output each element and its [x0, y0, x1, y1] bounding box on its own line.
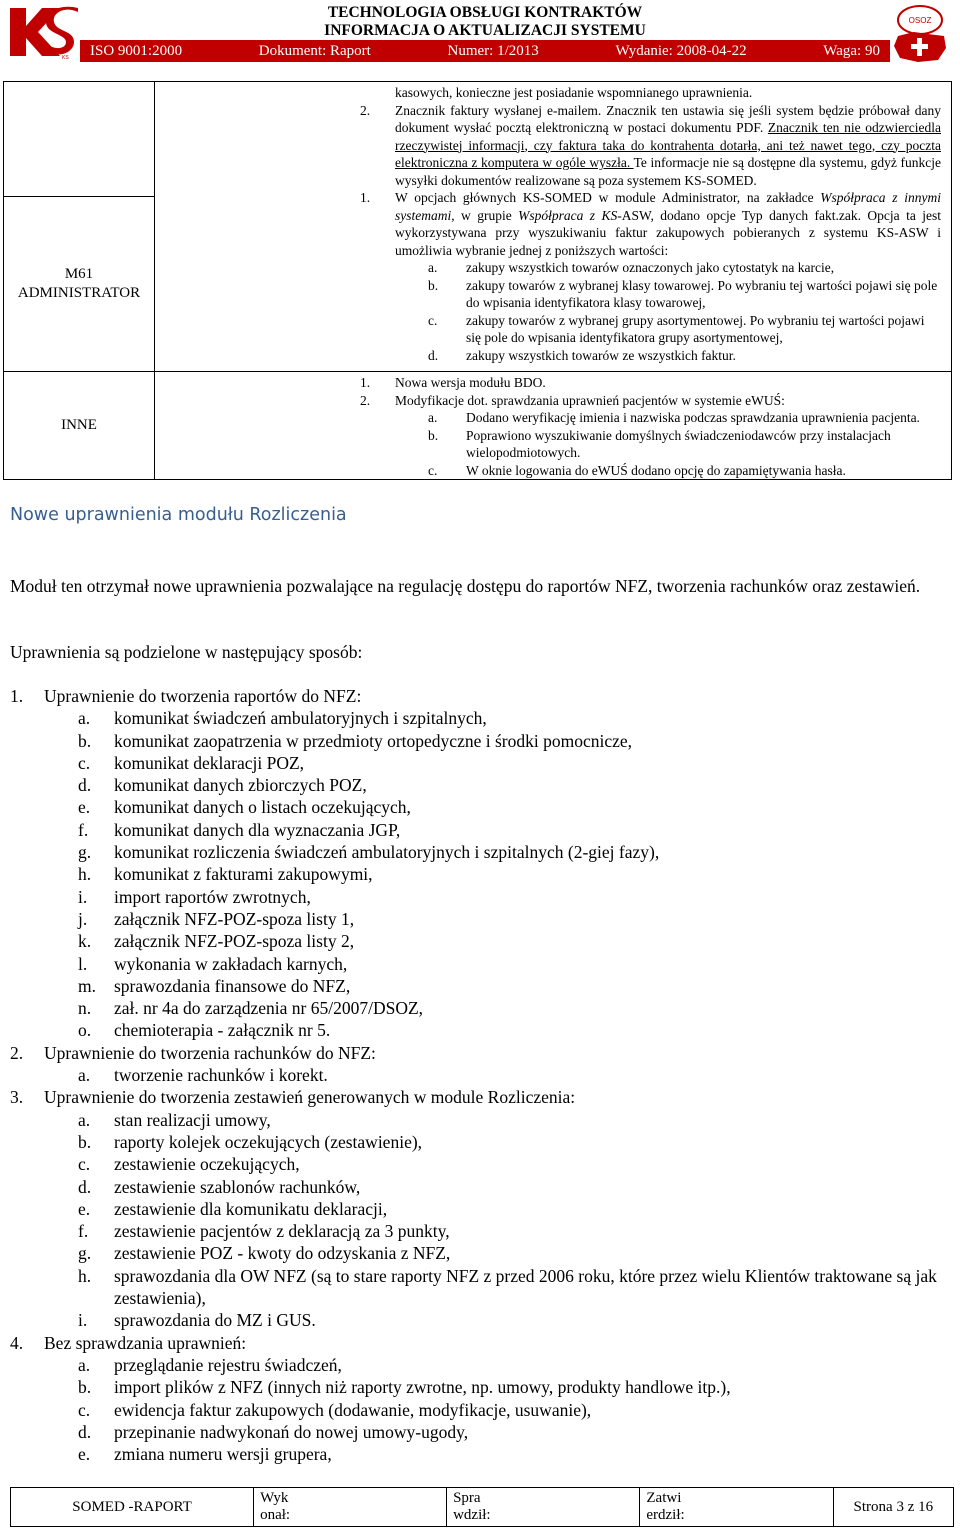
- permission-item: b. komunikat zaopatrzenia w przedmioty ortopedyczne i środki pomocnicze,: [78, 730, 633, 751]
- list-item: 1. W opcjach głównych KS-SOMED w module Administrator, na zakładce Współpraca z innymi systemami, w grupie Współpraca z KS-ASW, dodano opcje Typ danych fakt.zak. Opcja ta jest wykorzystywana przy wyszukiwaniu faktur zakupowych pobieranych z systemu KS-ASW i umożliwia wybranie jednej z poniższych wartości:: [360, 190, 941, 258]
- permission-item: h. sprawozdania dla OW NFZ (są to stare raporty NFZ z przed 2006 roku, które przez wielu Klientów traktowane są jak zestawienia),: [78, 1265, 937, 1309]
- footer-approver: Zatwi erdził:: [640, 1488, 833, 1527]
- permission-item: d. zestawienie szablonów rachunków,: [78, 1176, 361, 1197]
- list-item: 2. Znacznik faktury wysłanej e-mailem. Znacznik ten ustawia się jeśli system będzie próbował dany dokument wysłać pocztą elektroniczną w postaci dokumentu PDF. Znacznik ten nie odzwierciedla rzeczywistej informacji, czy faktura taka do kontrahenta dotarła, ani też nawet tego, czy poczta elektroniczna z komputera w ogóle wyszła. Te informacje nie są dostępne dla systemu, gdyż funkcje wysyłki dokumentów realizowane są poza systemem KS-SOMED.: [360, 102, 941, 188]
- table-cell-content: [155, 372, 952, 480]
- footer-reviewer: Spra wdził:: [447, 1488, 640, 1527]
- permission-item: i. import raportów zwrotnych,: [78, 886, 311, 907]
- permission-item: l. wykonania w zakładach karnych,: [78, 953, 348, 974]
- row-label-code: M61: [64, 266, 94, 282]
- table-cell-empty: [4, 82, 155, 197]
- permission-item: b. import plików z NFZ (innych niż raporty zwrotne, np. umowy, produkty handlowe itp.),: [78, 1377, 731, 1398]
- permission-group: 3. Uprawnienie do tworzenia zestawień generowanych w module Rozliczenia:: [10, 1087, 576, 1108]
- header-subtitle: INFORMACJA O AKTUALIZACJI SYSTEMU: [324, 22, 646, 39]
- osoz-logo: [884, 2, 956, 64]
- table-row: [4, 372, 952, 480]
- permission-item: c. ewidencja faktur zakupowych (dodawanie, modyfikacje, usuwanie),: [78, 1399, 592, 1420]
- sub-list-item: b. Poprawiono wyszukiwanie domyślnych świadczeniodawców przy instalacjach wielopodmiotowych.: [428, 427, 891, 460]
- sub-list-item: a. Dodano weryfikację imienia i nazwiska podczas sprawdzania uprawnienia pacjenta.: [428, 410, 920, 425]
- permission-item: f. komunikat danych dla wyznaczania JGP,: [78, 819, 401, 840]
- permission-group: 1. Uprawnienie do tworzenia raportów do NFZ:: [10, 686, 362, 706]
- permission-item: n. zał. nr 4a do zarządzenia nr 65/2007/DSOZ,: [78, 998, 424, 1019]
- table-cell-label: [4, 197, 155, 372]
- permission-item: a. stan realizacji umowy,: [78, 1109, 271, 1130]
- permission-group: 2. Uprawnienie do tworzenia rachunków do NFZ:: [10, 1042, 376, 1063]
- sub-list-item: c. W oknie logowania do eWUŚ dodano opcję do zapamiętywania hasła.: [428, 462, 846, 478]
- permission-item: e. komunikat danych o listach oczekujących,: [78, 797, 411, 818]
- number-label: Numer: 1/2013: [447, 42, 539, 59]
- permission-item: m. sprawozdania finansowe do NFZ,: [78, 975, 351, 996]
- permission-item: d. przepinanie nadwykonań do nowej umowy-ugody,: [78, 1421, 469, 1442]
- weight-label: Waga: 90: [823, 42, 880, 59]
- section-heading: Nowe uprawnienia modułu Rozliczenia: [10, 505, 347, 525]
- permission-group: 4. Bez sprawdzania uprawnień:: [10, 1332, 247, 1353]
- permission-item: c. zestawienie oczekujących,: [78, 1154, 300, 1175]
- permission-item: o. chemioterapia - załącznik nr 5.: [78, 1020, 331, 1041]
- permission-item: k. załącznik NFZ-POZ-spoza listy 2,: [78, 931, 355, 952]
- list-item: kasowych, konieczne jest posiadanie wspomnianego uprawnienia.: [395, 85, 753, 100]
- page-footer: [10, 1487, 954, 1527]
- intro-paragraph-2: Uprawnienia są podzielone w następujący sposób:: [10, 642, 363, 662]
- permission-item: f. zestawienie pacjentów z deklaracją za 3 punkty,: [78, 1221, 450, 1242]
- sub-list-item: c. zakupy towarów z wybranej grupy asortymentowej. Po wybraniu tej wartości pojawi się pole do wpisania identyfikatora grupy asortymentowej,: [428, 312, 925, 345]
- list-item: 2. Modyfikacje dot. sprawdzania uprawnień pacjentów w systemie eWUŚ:: [360, 392, 785, 408]
- permissions-list: [10, 685, 940, 1465]
- ks-logo: [4, 2, 80, 60]
- permission-item: e. zestawienie dla komunikatu deklaracji,: [78, 1198, 388, 1219]
- sub-list-item: a. zakupy wszystkich towarów oznaczonych jako cytostatyk na karcie,: [428, 260, 835, 275]
- permission-item: a. komunikat świadczeń ambulatoryjnych i szpitalnych,: [78, 708, 487, 729]
- page-header: [0, 0, 960, 66]
- footer-doc-name: SOMED -RAPORT: [11, 1488, 254, 1527]
- inne-list: [155, 374, 941, 479]
- permission-item: a. tworzenie rachunków i korekt.: [78, 1065, 328, 1086]
- permission-item: d. komunikat danych zbiorczych POZ,: [78, 775, 367, 796]
- header-meta-bar: [80, 40, 890, 62]
- permission-item: b. raporty kolejek oczekujących (zestawienie),: [78, 1131, 423, 1152]
- table-row: [4, 82, 952, 197]
- edition-label: Wydanie: 2008-04-22: [615, 42, 747, 59]
- footer-author: Wyk onał:: [254, 1488, 447, 1527]
- permission-item: e. zmiana numeru wersji grupera,: [78, 1444, 332, 1465]
- permission-item: g. zestawienie POZ - kwoty do odzyskania z NFZ,: [78, 1243, 451, 1264]
- permission-item: a. przeglądanie rejestru świadczeń,: [78, 1354, 342, 1375]
- table-cell-content: [155, 82, 952, 372]
- svg-text:KS: KS: [62, 55, 69, 60]
- row-label-name: ADMINISTRATOR: [17, 285, 141, 301]
- list-item: 1. Nowa wersja modułu BDO.: [360, 375, 546, 390]
- footer-page-number: Strona 3 z 16: [833, 1488, 953, 1527]
- header-title: TECHNOLOGIA OBSŁUGI KONTRAKTÓW: [327, 4, 643, 21]
- sub-list-item: d. zakupy wszystkich towarów ze wszystkich faktur.: [428, 347, 736, 363]
- iso-label: ISO 9001:2000: [90, 42, 183, 59]
- permission-item: c. komunikat deklaracji POZ,: [78, 752, 305, 773]
- permission-item: j. załącznik NFZ-POZ-spoza listy 1,: [78, 908, 355, 929]
- permission-item: i. sprawozdania do MZ i GUS.: [78, 1310, 316, 1331]
- changes-table: [3, 81, 952, 480]
- table-cell-label: [4, 372, 155, 480]
- svg-text:OSOZ: OSOZ: [908, 16, 932, 25]
- permission-item: g. komunikat rozliczenia świadczeń ambulatoryjnych i szpitalnych (2-giej fazy),: [78, 842, 660, 863]
- row-label-name: INNE: [61, 417, 97, 433]
- intro-paragraph: Moduł ten otrzymał nowe uprawnienia pozwalające na regulację dostępu do raportów NFZ, tworzenia rachunków oraz zestawień.: [10, 576, 921, 596]
- sub-list-item: b. zakupy towarów z wybranej klasy towarowej. Po wybraniu tej wartości pojawi się pole do wpisania identyfikatora klasy towarowej,: [428, 277, 938, 310]
- document-label: Dokument: Raport: [258, 42, 371, 59]
- sub-list: [155, 259, 941, 364]
- permission-item: h. komunikat z fakturami zakupowymi,: [78, 864, 373, 885]
